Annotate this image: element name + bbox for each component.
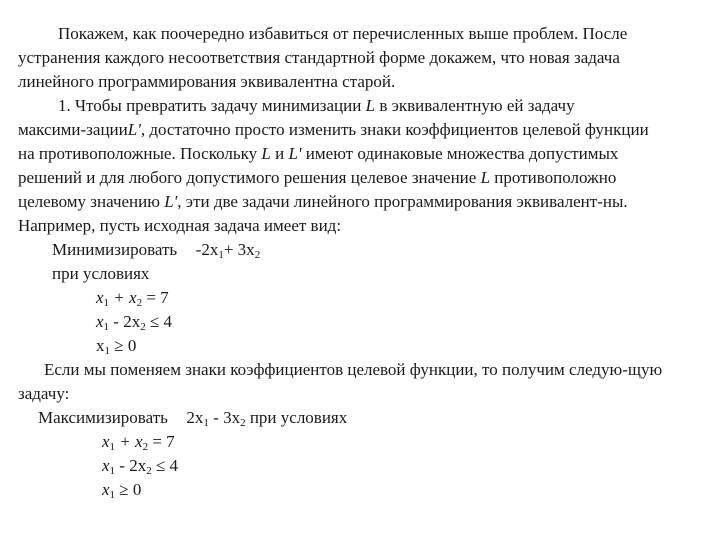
term: - 2x <box>115 456 147 475</box>
variable: x <box>96 288 104 307</box>
text: целевому значению <box>18 192 165 211</box>
subscript: 1 <box>203 417 209 429</box>
symbol-L: L <box>365 96 376 115</box>
subscript: 1 <box>103 321 110 333</box>
rhs: ≤ 4 <box>145 312 173 331</box>
paragraph2-line2 <box>18 120 649 140</box>
text: задачу: <box>18 384 70 403</box>
paragraph2-line3 <box>18 144 618 164</box>
paragraph3-line1 <box>44 360 662 380</box>
term: - 3x <box>208 408 241 427</box>
symbol-L: L <box>261 144 271 163</box>
subscript: 2 <box>142 441 149 453</box>
text: при условиях <box>245 408 348 427</box>
objective-label: Максимизировать <box>38 408 168 427</box>
paragraph3-line2 <box>18 384 69 404</box>
subscript: 1 <box>103 297 110 309</box>
text: при условиях <box>52 264 150 283</box>
term: + x <box>109 288 137 307</box>
variable: x <box>96 336 105 355</box>
text: 1. Чтобы превратить задачу минимизации <box>58 96 366 115</box>
rhs: = 7 <box>148 432 175 451</box>
symbol-L-prime: L' <box>288 144 302 163</box>
text: максими-зации <box>18 120 128 139</box>
problem1-constraint-1 <box>96 288 169 308</box>
text: и <box>270 144 289 163</box>
subscript: 1 <box>109 465 116 477</box>
paragraph2-line1 <box>58 96 575 116</box>
subscript: 2 <box>146 465 152 477</box>
term: 2x <box>186 408 204 427</box>
problem2-constraint-2 <box>102 456 178 476</box>
text: Покажем, как поочередно избавиться от перечисленных выше проблем. После <box>58 24 628 43</box>
problem2-constraint-1 <box>102 432 175 452</box>
text: противоположно <box>490 168 617 187</box>
subscript: 1 <box>109 441 116 453</box>
text: на противоположные. Поскольку <box>18 144 262 163</box>
subscript: 1 <box>218 249 224 261</box>
rhs: ≥ 0 <box>110 336 137 355</box>
subscript: 2 <box>140 321 146 333</box>
text: решений и для любого допустимого решения целевое значение <box>18 168 481 187</box>
subscript: 1 <box>104 345 110 357</box>
subscript: 2 <box>254 249 261 261</box>
paragraph1-line2 <box>18 48 620 68</box>
term: + x <box>115 432 143 451</box>
term: -2x <box>195 240 219 259</box>
problem1-objective <box>52 240 260 260</box>
variable: x <box>102 480 110 499</box>
rhs: ≥ 0 <box>115 480 142 499</box>
variable: x <box>102 456 110 475</box>
objective-label: Минимизировать <box>52 240 178 259</box>
problem2-constraint-3 <box>102 480 141 500</box>
problem2-objective <box>38 408 347 428</box>
paragraph2-line6 <box>18 216 341 236</box>
problem1-constraint-2 <box>96 312 172 332</box>
text: , достаточно просто изменить знаки коэффициентов целевой функции <box>140 120 649 139</box>
symbol-L: L <box>480 168 491 187</box>
variable: x <box>96 312 104 331</box>
subscript: 2 <box>136 297 143 309</box>
text: Если мы поменяем знаки коэффициентов целевой функции, то получим следую-щую <box>44 360 663 379</box>
text: устранения каждого несоответствия стандартной форме докажем, что новая задача <box>18 48 620 67</box>
problem1-constraint-3 <box>96 336 136 356</box>
rhs: ≤ 4 <box>151 456 179 475</box>
subscript: 2 <box>240 417 246 429</box>
term: + 3x <box>223 240 255 259</box>
rhs: = 7 <box>142 288 169 307</box>
text: Например, пусть исходная задача имеет вид: <box>18 216 342 235</box>
subscript: 1 <box>109 489 116 501</box>
symbol-L-prime: L' <box>127 120 141 139</box>
paragraph1-line1 <box>58 24 627 44</box>
paragraph1-line3 <box>18 72 395 92</box>
text: в эквивалентную ей задачу <box>375 96 575 115</box>
text: линейного программирования эквивалентна старой. <box>18 72 396 91</box>
text: имеют одинаковые множества допустимых <box>301 144 619 163</box>
term: - 2x <box>109 312 141 331</box>
paragraph2-line5 <box>18 192 628 212</box>
text: , эти две задачи линейного программирования эквивалент-ны. <box>177 192 628 211</box>
paragraph2-line4 <box>18 168 616 188</box>
problem1-conditions-label <box>52 264 149 284</box>
variable: x <box>102 432 110 451</box>
symbol-L-prime: L' <box>164 192 178 211</box>
